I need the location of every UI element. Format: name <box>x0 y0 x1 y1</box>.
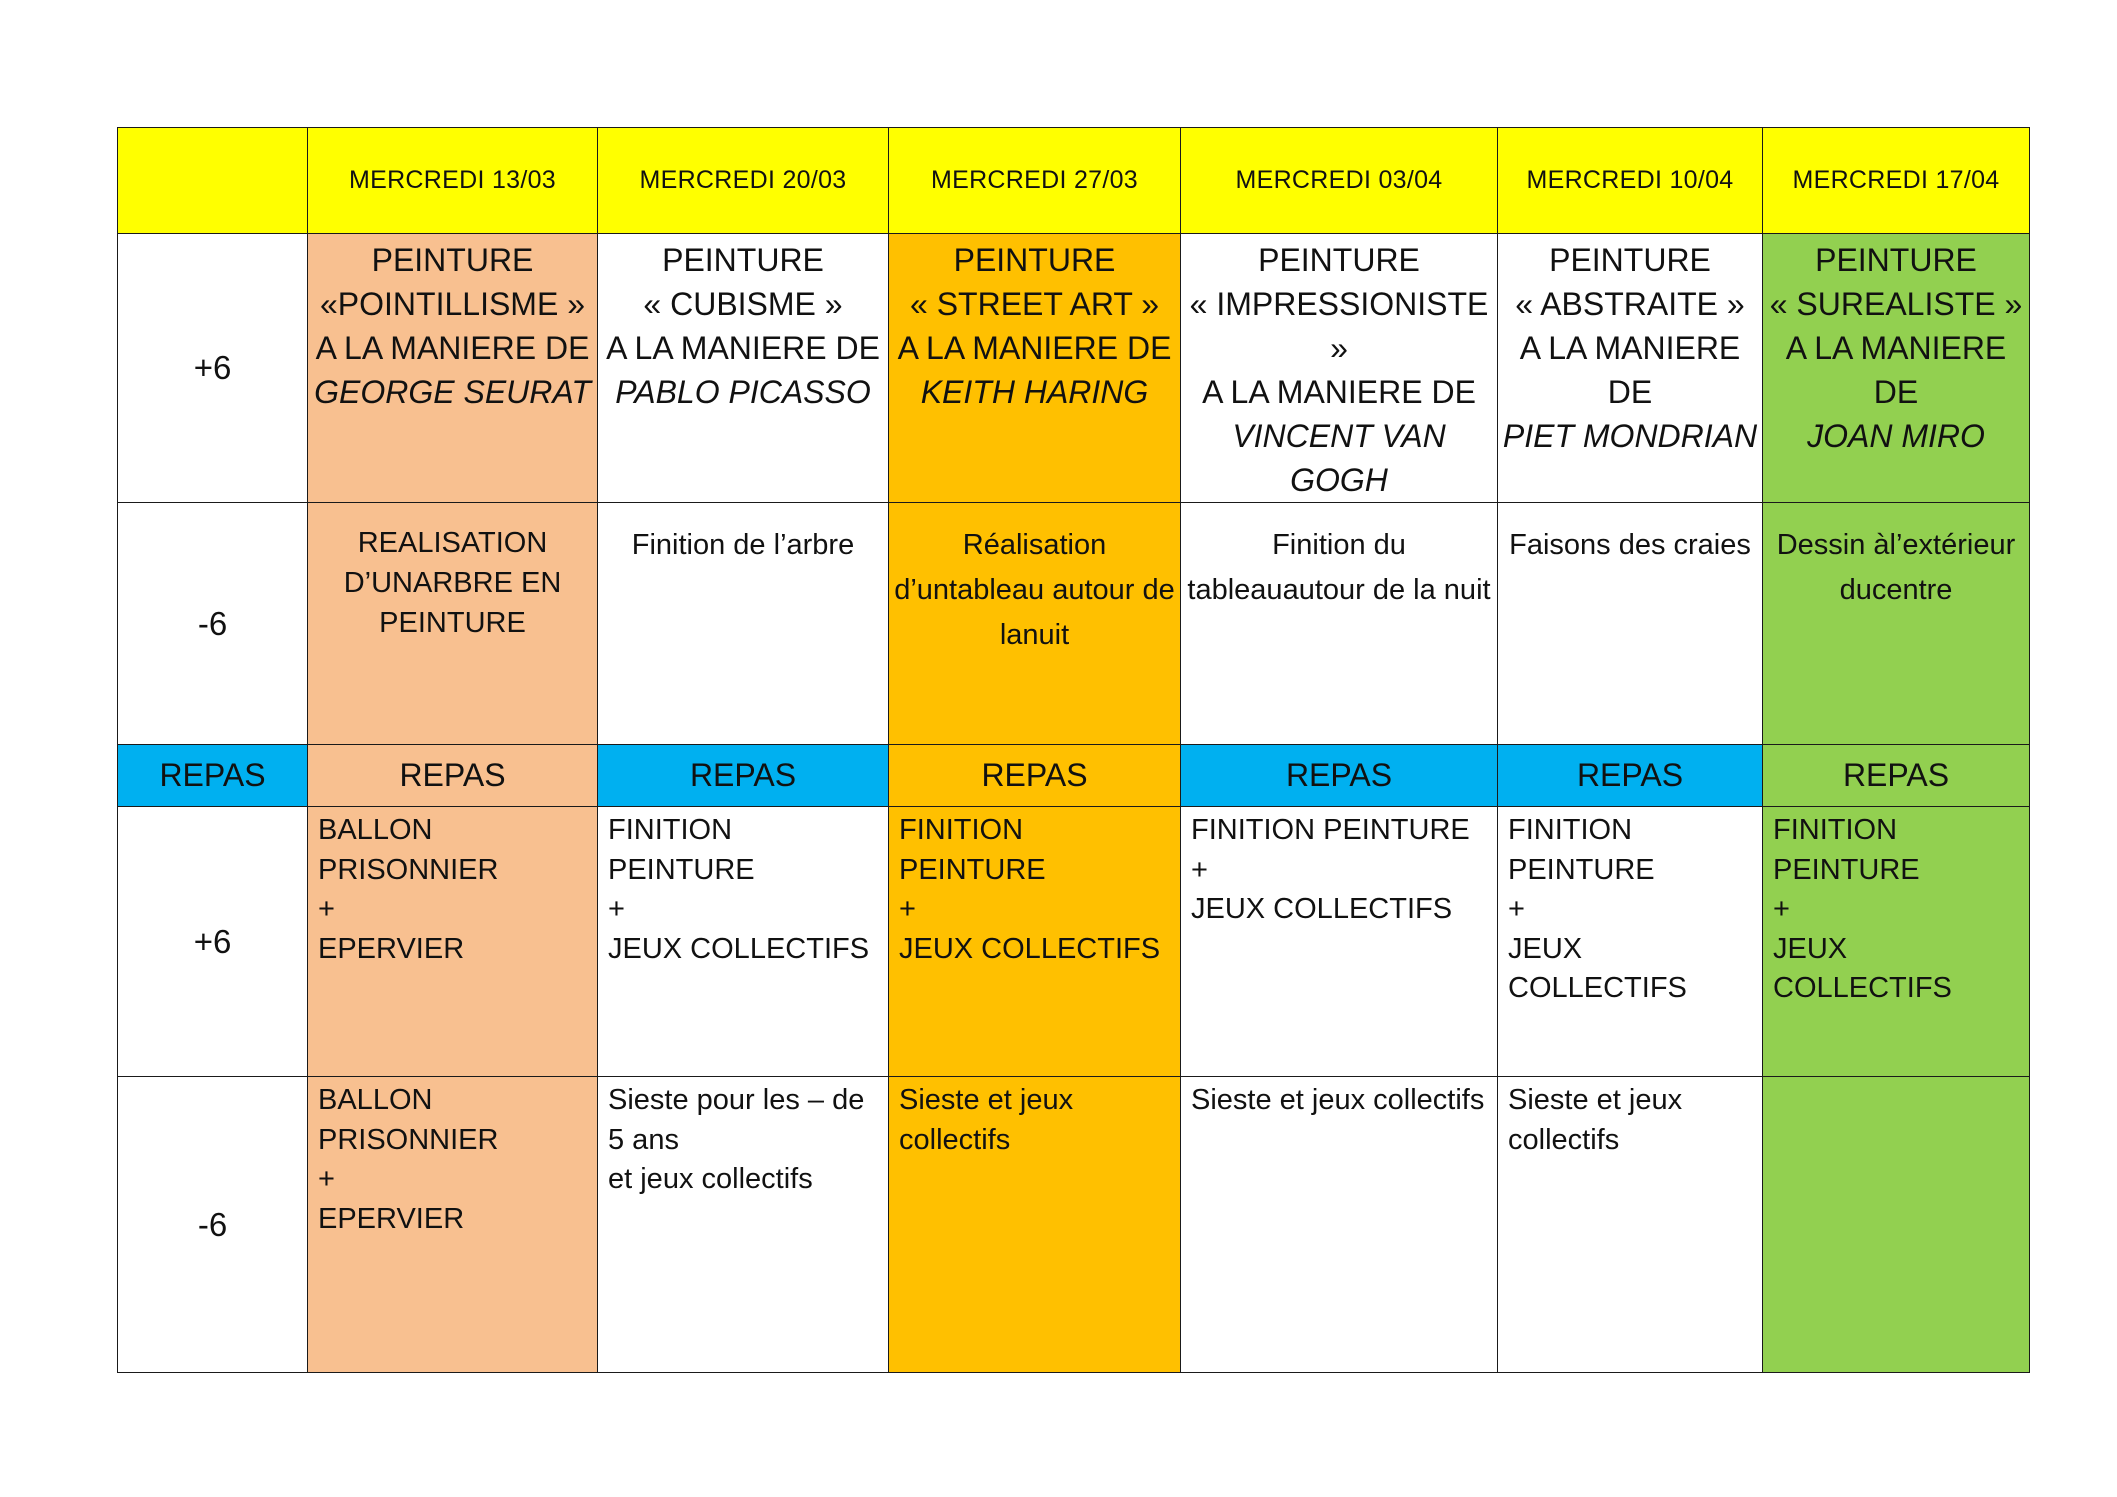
lunch-cell: REPAS <box>1181 745 1498 807</box>
cell-line: PEINTURE <box>1815 242 1977 278</box>
morning-activity-cell <box>1498 234 1763 503</box>
afternoon-activity-cell <box>1498 807 1763 1077</box>
cell-line: PRISONNIER <box>318 853 499 886</box>
cell-line: JEUX COLLECTIFS <box>1508 932 1687 1004</box>
cell-line: Réalisation d’un <box>894 529 1107 606</box>
cell-line: JEUX COLLECTIFS <box>1773 932 1952 1004</box>
morning-plus6-row <box>118 234 2030 503</box>
cell-line: ARBRE EN PEINTURE <box>379 567 562 639</box>
day-header: MERCREDI 17/04 <box>1763 128 2030 234</box>
cell-line: Faisons des craies <box>1509 529 1751 561</box>
cell-line: « IMPRESSIONISTE » <box>1189 286 1489 366</box>
cell-line: + <box>899 893 916 925</box>
cell-line: GEORGE SEURAT <box>314 374 591 410</box>
cell-line: « STREET ART » <box>910 286 1159 322</box>
activity-schedule-table <box>117 127 2030 1373</box>
cell-line: PIET MONDRIAN <box>1502 418 1758 454</box>
cell-line: A LA MANIERE DE <box>606 330 880 366</box>
cell-line: DE <box>1607 374 1653 410</box>
morning-activity-cell <box>889 234 1181 503</box>
afternoon-minus6-row <box>118 1077 2030 1373</box>
afternoon-activity-cell <box>889 807 1181 1077</box>
cell-line: + <box>318 893 335 925</box>
afternoon-activity-cell <box>1181 807 1498 1077</box>
morning-activity-cell <box>598 234 889 503</box>
cell-line: + <box>1508 893 1525 925</box>
lunch-cell: REPAS <box>889 745 1181 807</box>
cell-line: collectifs <box>1508 1123 1620 1156</box>
cell-line: collectifs <box>899 1123 1011 1156</box>
morning-activity-cell <box>1181 234 1498 503</box>
afternoon-activity-cell <box>308 807 598 1077</box>
cell-line: PEINTURE <box>1773 853 1920 886</box>
cell-line: DE <box>1873 374 1919 410</box>
day-header: MERCREDI 10/04 <box>1498 128 1763 234</box>
cell-line: + <box>608 893 625 925</box>
cell-line: PABLO PICASSO <box>615 374 871 410</box>
cell-line: «POINTILLISME » <box>320 286 585 322</box>
cell-line: et jeux collectifs <box>608 1163 813 1195</box>
cell-line: PEINTURE <box>953 242 1116 278</box>
cell-line: PEINTURE <box>1508 853 1655 886</box>
lunch-cell: REPAS <box>1498 745 1763 807</box>
header-corner <box>118 128 308 234</box>
cell-line: JEUX COLLECTIFS <box>899 932 1161 965</box>
day-header: MERCREDI 03/04 <box>1181 128 1498 234</box>
morning-activity-cell <box>1181 503 1498 745</box>
cell-line: A LA MANIERE DE <box>1202 374 1476 410</box>
cell-line: Sieste et jeux <box>899 1084 1074 1116</box>
cell-line: GOGH <box>1290 462 1388 498</box>
morning-minus6-row <box>118 503 2030 745</box>
lunch-cell: REPAS <box>1763 745 2030 807</box>
afternoon-activity-cell <box>308 1077 598 1373</box>
morning-activity-cell <box>1763 234 2030 503</box>
morning-activity-cell <box>1498 503 1763 745</box>
morning-activity-cell <box>598 503 889 745</box>
afternoon-activity-cell <box>1763 1077 2030 1373</box>
cell-line: + <box>1773 893 1790 925</box>
cell-line: BALLON <box>318 1084 433 1116</box>
cell-line: EPERVIER <box>318 932 465 965</box>
morning-activity-cell <box>308 234 598 503</box>
afternoon-activity-cell <box>889 1077 1181 1373</box>
cell-line: A LA MANIERE <box>1785 330 2007 366</box>
cell-line: Sieste pour les – de <box>608 1084 865 1116</box>
cell-line: « CUBISME » <box>643 286 843 322</box>
cell-line: PEINTURE <box>662 242 824 278</box>
cell-line: PEINTURE <box>371 242 534 278</box>
cell-line: A LA MANIERE DE <box>897 330 1172 366</box>
lunch-cell: REPAS <box>308 745 598 807</box>
row-label: -6 <box>118 1077 308 1373</box>
row-label: +6 <box>118 234 308 503</box>
cell-line: A LA MANIERE <box>1519 330 1741 366</box>
afternoon-plus6-row <box>118 807 2030 1077</box>
cell-line: « ABSTRAITE » <box>1515 286 1745 322</box>
header-row <box>118 128 2030 234</box>
cell-line: KEITH HARING <box>920 374 1149 410</box>
cell-line: + <box>1191 853 1208 886</box>
afternoon-activity-cell <box>1763 807 2030 1077</box>
cell-line: Dessin à <box>1776 529 1890 561</box>
cell-line: FINITION <box>1773 814 1898 846</box>
morning-activity-cell <box>1763 503 2030 745</box>
cell-line: EPERVIER <box>318 1202 465 1235</box>
cell-line: tableau autour de la <box>949 574 1175 651</box>
cell-line: PEINTURE <box>1549 242 1711 278</box>
cell-line: VINCENT VAN <box>1232 418 1446 454</box>
afternoon-activity-cell <box>1181 1077 1498 1373</box>
afternoon-activity-cell <box>1498 1077 1763 1373</box>
cell-line: FINITION PEINTURE <box>1191 814 1470 846</box>
row-label: -6 <box>118 503 308 745</box>
cell-line: autour de la nuit <box>1282 574 1491 606</box>
cell-line: JEUX COLLECTIFS <box>608 932 870 965</box>
day-header: MERCREDI 20/03 <box>598 128 889 234</box>
cell-line: l’extérieur du <box>1839 529 2016 606</box>
cell-line: + <box>318 1163 335 1195</box>
cell-line: FINITION <box>1508 814 1633 846</box>
cell-line: « SUREALISTE » <box>1769 286 2023 322</box>
afternoon-activity-cell <box>598 807 889 1077</box>
cell-line: PEINTURE <box>1258 242 1420 278</box>
cell-line: JEUX COLLECTIFS <box>1191 893 1453 925</box>
afternoon-activity-cell <box>598 1077 889 1373</box>
cell-line: FINITION PEINTURE <box>608 814 755 886</box>
row-label: +6 <box>118 807 308 1077</box>
cell-line: Sieste et jeux <box>1508 1084 1683 1116</box>
cell-line: JOAN MIRO <box>1807 418 1985 454</box>
cell-line: centre <box>1871 574 1953 606</box>
morning-activity-cell <box>308 503 598 745</box>
cell-line: BALLON <box>318 814 433 846</box>
lunch-label: REPAS <box>118 745 308 807</box>
morning-activity-cell <box>889 503 1181 745</box>
cell-line: REALISATION D’UN <box>343 527 548 599</box>
cell-line: 5 ans <box>608 1123 679 1156</box>
lunch-cell: REPAS <box>598 745 889 807</box>
cell-line: Finition du tableau <box>1187 529 1406 606</box>
cell-line: Sieste et jeux collectifs <box>1191 1084 1485 1116</box>
day-header: MERCREDI 27/03 <box>889 128 1181 234</box>
cell-line: PRISONNIER <box>318 1123 499 1156</box>
cell-line: nuit <box>1022 619 1070 651</box>
day-header: MERCREDI 13/03 <box>308 128 598 234</box>
cell-line: A LA MANIERE DE <box>315 330 590 366</box>
cell-line: Finition de l’arbre <box>631 529 855 561</box>
lunch-row <box>118 745 2030 807</box>
cell-line: FINITION PEINTURE <box>899 814 1046 886</box>
